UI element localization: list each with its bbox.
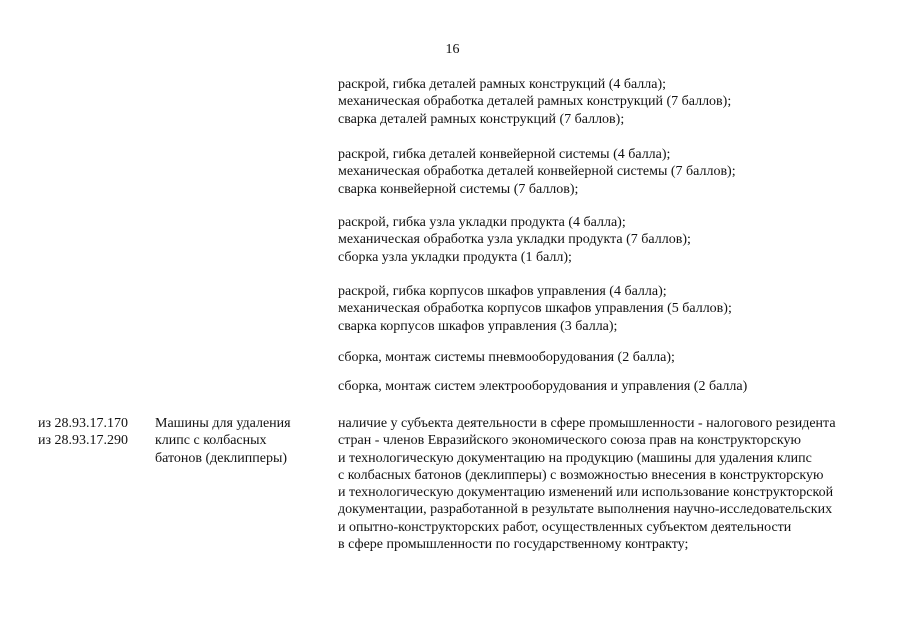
requirement-line: в сфере промышленности по государственному контракту; [338, 537, 689, 553]
page-number: 16 [445, 42, 460, 57]
operation-line: раскрой, гибка деталей рамных конструкций (4 балла); [338, 77, 667, 92]
operation-group-frame [338, 76, 898, 128]
operation-line: сборка, монтаж системы пневмооборудования (2 балла); [338, 350, 675, 365]
operation-line: раскрой, гибка корпусов шкафов управления (4 балла); [338, 284, 667, 299]
operation-line: сборка узла укладки продукта (1 балл); [338, 249, 572, 265]
operation-group-electrics [338, 378, 898, 395]
requirement-line: наличие у субъекта деятельности в сфере промышленности - налогового резидента [338, 416, 836, 431]
requirement-line: и технологическую документацию на продукцию (машины для удаления клипс [338, 450, 812, 466]
operation-group-conveyor [338, 146, 898, 198]
requirement-line: и опытно-конструкторских работ, осуществленных субъектом деятельности [338, 519, 792, 535]
operation-group-pneumatics [338, 349, 898, 366]
okpd-codes [38, 415, 150, 450]
okpd-code: из 28.93.17.290 [38, 433, 129, 449]
operation-line: механическая обработка корпусов шкафов управления (5 баллов); [338, 301, 732, 317]
product-name-line: батонов (деклипперы) [155, 450, 288, 466]
operation-group-stacking-unit [338, 214, 898, 266]
requirement-line: стран - членов Евразийского экономического союза прав на конструкторскую [338, 433, 801, 449]
requirement-line: с колбасных батонов (деклипперы) с возможностью внесения в конструкторскую [338, 467, 824, 483]
operation-line: механическая обработка деталей рамных конструкций (7 баллов); [338, 94, 732, 110]
product-name-line: клипс с колбасных [155, 433, 267, 449]
operation-line: раскрой, гибка узла укладки продукта (4 балла); [338, 215, 626, 230]
operation-line: сварка корпусов шкафов управления (3 балла); [338, 318, 618, 334]
product-name-line: Машины для удаления [155, 416, 291, 431]
requirement-line: и технологическую документацию изменений или использование конструкторской [338, 485, 834, 501]
requirement-text [338, 415, 898, 553]
operation-line: сварка конвейерной системы (7 баллов); [338, 181, 579, 197]
product-name [155, 415, 335, 467]
requirement-line: документации, разработанной в результате выполнения научно-исследовательских [338, 502, 833, 518]
operation-line: раскрой, гибка деталей конвейерной системы (4 балла); [338, 147, 671, 162]
operation-line: сварка деталей рамных конструкций (7 баллов); [338, 111, 625, 127]
operation-line: механическая обработка узла укладки продукта (7 баллов); [338, 232, 691, 248]
operation-group-control-cabinets [338, 283, 898, 335]
okpd-code: из 28.93.17.170 [38, 416, 129, 431]
operation-line: сборка, монтаж систем электрооборудования и управления (2 балла) [338, 379, 748, 394]
operation-line: механическая обработка деталей конвейерной системы (7 баллов); [338, 164, 736, 180]
